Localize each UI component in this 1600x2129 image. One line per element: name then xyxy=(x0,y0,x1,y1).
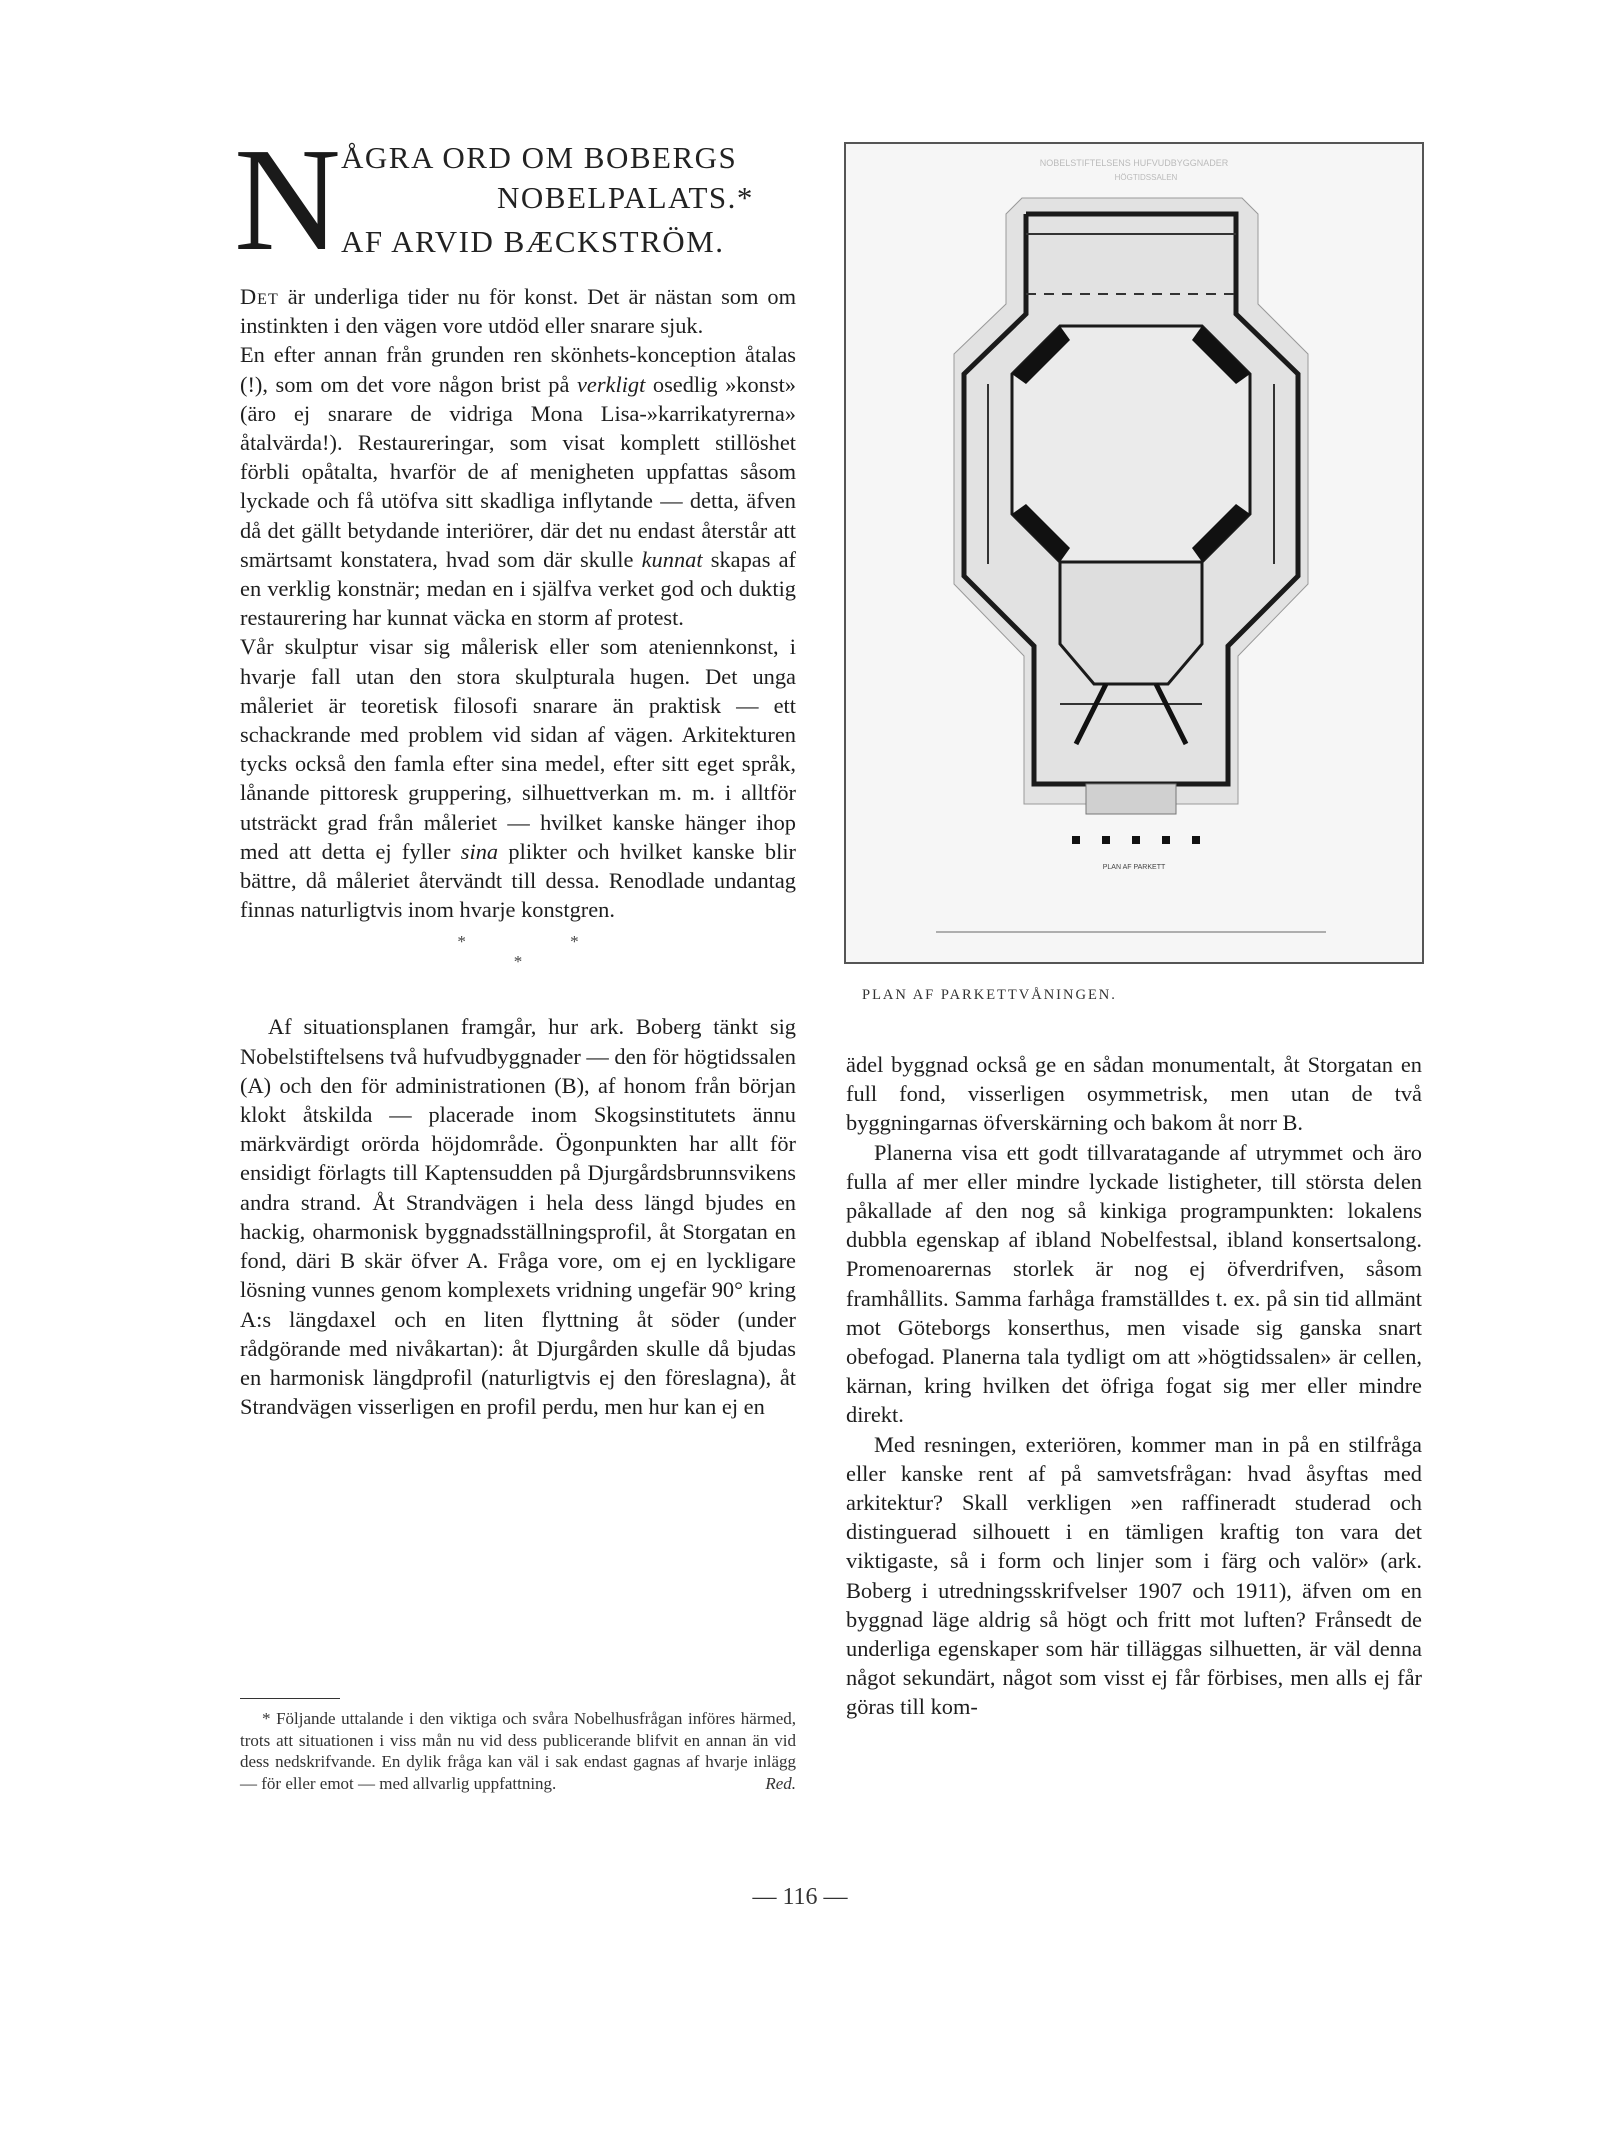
footnote-text: * Följande uttalande i den viktiga och svåra Nobelhusfrågan införes härmed, trots att situationen i viss mån nu vid dess publicerande blifvit en annan än vid dess nedskrifvande. En dylik fråga kan väl i sak endast gagnas af hvarje inlägg — för eller emot — med allvarlig uppfattning. xyxy=(240,1709,796,1793)
paragraph-3-text-a: Vår skulptur visar sig målerisk eller som ateniennkonst, i hvarje fall utan den stora skulpturala hugen. Det unga måleriet är teoretisk filosofi snarare än praktisk — ett schackrande med problem vid sidan af vägen. Arkitekturen tycks också den famla efter sina medel, efter sitt eget språk, lånande pittoresk gruppering, silhuettverkan m. m. i alltför utsträckt grad från måleriet — hvilket kanske hänger ihop med att detta ej fyller xyxy=(240,634,796,864)
article-title xyxy=(234,118,794,282)
paragraph-3 xyxy=(240,632,796,924)
paragraph-lead: Det xyxy=(240,284,279,309)
emphasis-verkligt: verkligt xyxy=(576,371,646,397)
paragraph-1 xyxy=(240,282,796,340)
figure-caption: PLAN AF PARKETTVÅNINGEN. xyxy=(862,987,1117,1003)
dropcap-letter: N xyxy=(234,118,341,282)
plan-column xyxy=(1102,836,1110,844)
plan-column xyxy=(1162,836,1170,844)
emphasis-kunnat: kunnat xyxy=(641,546,703,572)
right-column xyxy=(846,1050,1422,1722)
plan-lower-hall xyxy=(1060,562,1202,684)
floor-plan-drawing xyxy=(846,144,1422,962)
plan-column xyxy=(1072,836,1080,844)
section-separator xyxy=(240,932,796,972)
title-line-3: AF ARVID BÆCKSTRÖM. xyxy=(341,224,725,259)
page-number: — 116 — xyxy=(752,1884,848,1910)
footnote-signature: Red. xyxy=(765,1773,796,1793)
paragraph-2-text-b: osedlig »konst» (äro ej snarare de vidriga Mona Lisa-»karrikatyrerna» åtalvärda!). Restaureringar, som visat komplett stillöshet förbli opåtalta, hvarför de af menigheten uppfattas såsom lyckade och få utöfva sitt skadliga inflytande — detta, äfven då det gällt betydande interiörer, där det nu endast återstår att smärtsamt konstatera, hvad som där skulle xyxy=(240,371,796,572)
plan-label: PLAN AF PARKETT xyxy=(1102,864,1166,871)
paragraph-4: Af situationsplanen framgår, hur ark. Boberg tänkt sig Nobelstiftelsens två hufvudbyggnader — den för högtidssalen (A) och den för administrationen (B), af honom från början klokt åtskilda — placerade inom Skogsinstitutets ännu märkvärdigt orörda höjdområde. Ögonpunkten har allt för ensidigt förlagts till Kaptensudden på Djurgårdsbrunnsvikens andra strand. Åt Strandvägen i hela dess längd bjudes en hackig, oharmonisk byggnadsställningsprofil, åt Storgatan en fond, däri B skär öfver A. Fråga vore, om ej en lyckligare lösning vunnes genom komplexets vridning ungefär 90° kring A:s längdaxel och en liten flyttning åt söder (under rådgörande med nivåkartan): åt Djurgården skulle då bjudas en harmonisk längdprofil (naturligtvis ej den föreslagna), åt Strandvägen visserligen en profil perdu, men hur kan ej en xyxy=(240,1014,796,1420)
paragraph-3-text-b: plikter och hvilket kanske blir bättre, då måleriet återvändt till dessa. Renodlade undantag finnas naturligtvis inom hvarje konstgren. xyxy=(240,838,796,923)
floor-plan-figure xyxy=(844,142,1424,964)
separator-stars-bottom: * xyxy=(513,952,523,972)
right-paragraph-1: ädel byggnad också ge en sådan monumentalt, åt Storgatan en full fond, visserligen osymmetrisk, men utan de två byggningarnas öfverskärning och bakom åt norr B. xyxy=(846,1052,1422,1136)
title-line-2: NOBELPALATS.* xyxy=(497,180,754,215)
plan-entrance xyxy=(1086,784,1176,814)
plan-column xyxy=(1132,836,1140,844)
plan-header-2: HÖGTIDSSALEN xyxy=(1114,173,1178,182)
footnote-rule xyxy=(240,1698,340,1699)
right-paragraph-2: Planerna visa ett godt tillvaratagande af utrymmet och äro fulla af mer eller mindre lyckade listigheter, till största delen påkallade af den nog så kinkiga programpunkten: lokalens dubbla egenskap af ibland Nobelfestsal, ibland konsertsalong. Promenoarernas storlek är nog ej öfverdrifven, såsom framhållits. Samma farhåga framställdes t. ex. på sin tid allmänt mot Göteborgs konserthus, men visade sig ganska snart obefogad. Planerna tala tydligt om att »högtidssalen» är cellen, kärnan, kring hvilken det öfriga fogat sig mer eller mindre direkt. xyxy=(846,1139,1422,1428)
separator-stars-top: * * xyxy=(457,932,629,952)
paragraph-2 xyxy=(240,340,796,632)
plan-header-1: NOBELSTIFTELSENS HUFVUDBYGGNADER xyxy=(1039,158,1229,168)
right-paragraph-3: Med resningen, exteriören, kommer man in på en stilfråga eller kanske rent af på samvetsfrågan: hvad åsyftas med arkitektur? Skall verkligen »en raffineradt studerad och distinguerad silhouett i en tämligen kraftig ton vara det viktigaste, så i form och linjer som i färg och valör» (ark. Boberg i utredningsskrifvelser 1907 och 1911), äfven om en byggnad läge aldrig så högt och fritt mot luften? Frånsedt de underliga egenskaper som här tilläggas silhuetten, är väl denna något sekundärt, något som visst ej får förbises, men alls ej får göras till kom- xyxy=(846,1431,1422,1720)
paragraph-2-text-a: En efter annan från grunden ren skönhets-konception åtalas (!), som om det vore någon brist på xyxy=(240,342,796,397)
footnote xyxy=(240,1708,796,1794)
left-column xyxy=(240,282,796,1421)
paragraph-2-text-c: skapas af en verklig konstnär; medan en i själfva verket god och duktig restaurering har kunnat väcka en storm af protest. xyxy=(240,546,796,631)
paragraph-1-text: är underliga tider nu för konst. Det är nästan som om instinkten i den vägen vore utdöd eller snarare sjuk. xyxy=(240,284,796,339)
title-line-1: ÅGRA ORD OM BOBERGS xyxy=(341,140,738,175)
emphasis-sina: sina xyxy=(460,838,499,864)
plan-column xyxy=(1192,836,1200,844)
